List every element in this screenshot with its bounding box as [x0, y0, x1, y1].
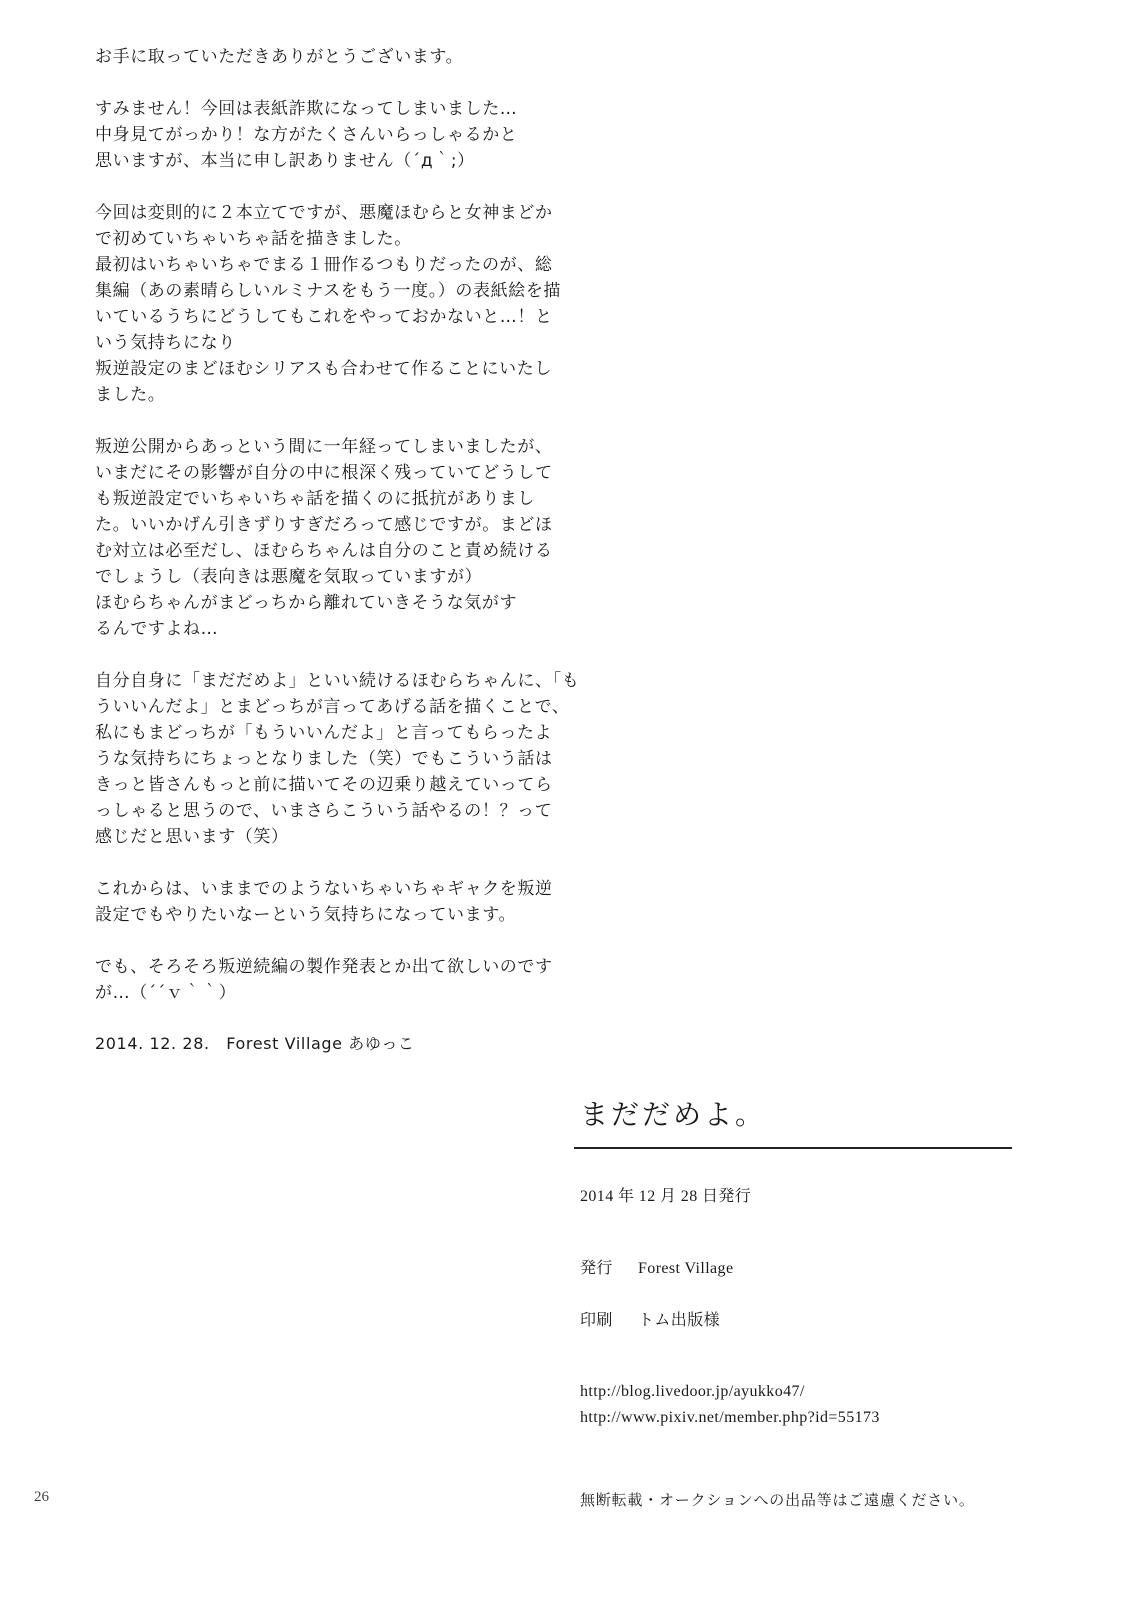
- afterword-line: るんですよね…: [95, 619, 219, 639]
- afterword-line: も叛逆設定でいちゃいちゃ話を描くのに抵抗がありまし: [95, 489, 535, 509]
- afterword-line: お手に取っていただきありがとうございます。: [95, 47, 464, 67]
- afterword-line: これからは、いままでのようないちゃいちゃギャクを叛逆: [95, 879, 553, 899]
- afterword-line: 叛逆設定のまどほむシリアスも合わせて作ることにいたし: [95, 359, 552, 379]
- page-number: 26: [34, 1489, 49, 1505]
- blog-url: http://blog.livedoor.jp/ayukko47/: [580, 1383, 805, 1400]
- book-title: まだだめよ。: [580, 1098, 767, 1131]
- pixiv-url: http://www.pixiv.net/member.php?id=55173: [580, 1409, 880, 1426]
- afterword-line: 感じだと思います（笑）: [95, 827, 289, 847]
- afterword-line: すみません！今回は表紙詐欺になってしまいました…: [95, 99, 518, 119]
- publisher-value: Forest Village: [638, 1260, 734, 1277]
- printer-row: [580, 1307, 720, 1330]
- afterword-line: 中身見てがっかり！な方がたくさんいらっしゃるかと: [95, 125, 518, 145]
- afterword-line: でも、そろそろ叛逆続編の製作発表とか出て欲しいのです: [95, 957, 553, 977]
- afterword-line: 設定でもやりたいなーという気持ちになっています。: [95, 905, 517, 925]
- afterword-paragraph-5: [95, 668, 615, 850]
- afterword-signature: 2014. 12. 28. Forest Village あゆっこ: [95, 1034, 415, 1053]
- printer-label: 印刷: [580, 1312, 613, 1329]
- afterword-paragraph-6: [95, 876, 615, 928]
- afterword-line: いているうちにどうしてもこれをやっておかないと…！と: [95, 307, 553, 327]
- afterword-line: が…（´´ｖ｀｀）: [95, 983, 237, 1003]
- afterword-line: 思いますが、本当に申し訳ありません（´д｀;）: [95, 151, 475, 171]
- afterword-paragraph-1: [95, 44, 615, 70]
- afterword-line: っしゃると思うので、いまさらこういう話やるの！？って: [95, 801, 553, 821]
- afterword-line: きっと皆さんもっと前に描いてその辺乗り越えていってら: [95, 775, 553, 795]
- afterword-line: た。いいかげん引きずりすぎだろって感じですが。まどほ: [95, 515, 553, 535]
- afterword-line: 私にもまどっちが「もういいんだよ」と言ってもらったよ: [95, 723, 553, 743]
- publisher-row: [580, 1255, 733, 1278]
- colophon: [580, 1095, 1020, 1426]
- afterword-line: いまだにその影響が自分の中に根深く残っていてどうして: [95, 463, 553, 483]
- afterword-line: 集編（あの素晴らしいルミナスをもう一度。）の表紙絵を描: [95, 281, 562, 301]
- afterword-line: うな気持ちにちょっとなりました（笑）でもこういう話は: [95, 749, 553, 769]
- printer-value: トム出版様: [638, 1312, 721, 1329]
- publisher-label: 発行: [580, 1260, 613, 1277]
- afterword-line: 今回は変則的に２本立てですが、悪魔ほむらと女神まどか: [95, 203, 553, 223]
- afterword-paragraph-4: [95, 434, 615, 642]
- afterword-line: でしょうし（表向きは悪魔を気取っていますが）: [95, 567, 483, 587]
- afterword-line: いう気持ちになり: [95, 333, 236, 353]
- afterword-line: 最初はいちゃいちゃでまる１冊作るつもりだったのが、総: [95, 255, 553, 275]
- afterword-line: ました。: [95, 385, 166, 405]
- reprint-notice: 無断転載・オークションへの出品等はご遠慮ください。: [580, 1491, 975, 1509]
- afterword-paragraph-7: [95, 954, 615, 1006]
- afterword-paragraph-3: [95, 200, 615, 408]
- publish-date: 2014 年 12 月 28 日発行: [580, 1188, 752, 1205]
- afterword-line: む対立は必至だし、ほむらちゃんは自分のこと責め続ける: [95, 541, 553, 561]
- afterword-line: 叛逆公開からあっという間に一年経ってしまいましたが、: [95, 437, 553, 457]
- afterword-line: で初めていちゃいちゃ話を描きました。: [95, 229, 412, 249]
- afterword-line: ほむらちゃんがまどっちから離れていきそうな気がす: [95, 593, 518, 613]
- afterword-line: ういいんだよ」とまどっちが言ってあげる話を描くことで、: [95, 697, 570, 717]
- afterword-paragraph-2: [95, 96, 615, 174]
- afterword-line: 自分自身に「まだだめよ」といい続けるほむらちゃんに、「も: [95, 671, 580, 691]
- afterword: [95, 44, 615, 1032]
- title-divider: [574, 1147, 1012, 1149]
